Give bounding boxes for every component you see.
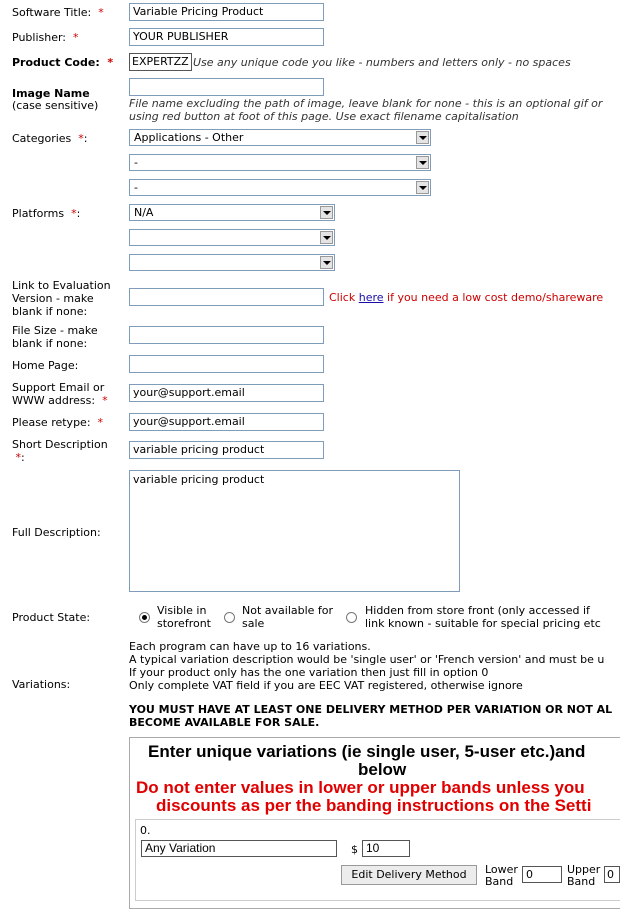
- platform-select-2[interactable]: [129, 229, 335, 246]
- support-email-label: Support Email or WWW address: *: [12, 381, 108, 407]
- file-size-label: File Size - make blank if none:: [12, 324, 98, 350]
- demo-hint: Click here if you need a low cost demo/shareware: [329, 291, 604, 304]
- home-page-label: Home Page:: [12, 359, 79, 372]
- hidden-radio[interactable]: [346, 612, 357, 623]
- variation-row-0: [135, 819, 620, 901]
- chevron-down-icon: [416, 131, 429, 144]
- lower-band-label: Lower Band: [485, 863, 518, 888]
- eval-link-input[interactable]: [129, 288, 324, 306]
- variations-panel-title-2: below: [358, 760, 407, 779]
- lower-band-input[interactable]: 0: [522, 866, 562, 883]
- variation-name-input[interactable]: Any Variation: [141, 840, 337, 857]
- software-title-label: Software Title: *: [12, 6, 104, 19]
- publisher-label: Publisher: *: [12, 31, 79, 44]
- upper-band-label: Upper Band: [567, 863, 601, 888]
- not-available-radio[interactable]: [224, 612, 235, 623]
- product-code-hint: Use any unique code you like - numbers and letters only - no spaces: [193, 56, 571, 69]
- edit-delivery-method-button[interactable]: Edit Delivery Method: [341, 865, 477, 885]
- categories-label: Categories *:: [12, 132, 88, 145]
- chevron-down-icon: [320, 231, 333, 244]
- short-description-label: Short Description *:: [12, 438, 108, 464]
- image-name-hint-2: using red button at foot of this page. Use exact filename capitalisation: [129, 110, 519, 123]
- visible-radio[interactable]: [139, 612, 150, 623]
- chevron-down-icon: [320, 256, 333, 269]
- delivery-warning: YOU MUST HAVE AT LEAST ONE DELIVERY METHOD PER VARIATION OR NOT AL BECOME AVAILABLE FOR SALE.: [129, 703, 613, 729]
- software-title-input[interactable]: Variable Pricing Product: [129, 3, 324, 21]
- band-warning-2: discounts as per the banding instructions on the Setti: [156, 796, 592, 815]
- chevron-down-icon: [416, 156, 429, 169]
- product-state-label: Product State:: [12, 611, 91, 624]
- short-description-input[interactable]: variable pricing product: [129, 441, 324, 459]
- image-name-label: Image Name: [12, 87, 90, 100]
- retype-label: Please retype: *: [12, 416, 104, 429]
- platform-select-1[interactable]: N/A: [129, 204, 335, 221]
- support-email-input[interactable]: your@support.email: [129, 384, 324, 402]
- visible-option-label: Visible in storefront: [157, 604, 211, 630]
- variations-label: Variations:: [12, 678, 71, 691]
- image-name-hint-1: File name excluding the path of image, leave blank for none - this is an optional gif or: [129, 97, 603, 110]
- product-code-label: Product Code: *: [12, 56, 114, 69]
- platforms-label: Platforms *:: [12, 207, 81, 220]
- chevron-down-icon: [416, 181, 429, 194]
- variations-info: Each program can have up to 16 variations. A typical variation description would be 'single user' or 'French version' and must be u If your product only has the one variation then just fill in option 0 Only complete VAT field if you are EEC VAT registered, otherwise ignore: [129, 640, 605, 692]
- upper-band-input[interactable]: 0: [604, 866, 620, 883]
- here-link[interactable]: here: [358, 291, 384, 304]
- eval-link-label: Link to Evaluation Version - make blank if none:: [12, 279, 111, 318]
- hidden-option-label: Hidden from store front (only accessed if link known - suitable for special pricing etc: [365, 604, 601, 630]
- category-select-2[interactable]: -: [129, 154, 431, 171]
- variations-panel-title: Enter unique variations (ie single user, 5-user etc.)and: [148, 742, 586, 761]
- publisher-input[interactable]: YOUR PUBLISHER: [129, 28, 324, 46]
- image-name-sublabel: (case sensitive): [12, 99, 99, 112]
- variation-index: 0.: [140, 824, 151, 837]
- currency-symbol: $: [351, 843, 358, 856]
- variation-price-input[interactable]: 10: [362, 840, 410, 857]
- home-page-input[interactable]: [129, 355, 324, 373]
- platform-select-3[interactable]: [129, 254, 335, 271]
- chevron-down-icon: [320, 206, 333, 219]
- retype-email-input[interactable]: your@support.email: [129, 413, 324, 431]
- not-available-option-label: Not available for sale: [242, 604, 334, 630]
- band-warning-1: Do not enter values in lower or upper bands unless you: [136, 778, 585, 797]
- full-description-label: Full Description:: [12, 526, 101, 539]
- full-description-textarea[interactable]: variable pricing product: [129, 470, 460, 592]
- image-name-input[interactable]: [129, 78, 324, 96]
- category-select-3[interactable]: -: [129, 179, 431, 196]
- category-select-1[interactable]: Applications - Other: [129, 129, 431, 146]
- file-size-input[interactable]: [129, 326, 324, 344]
- product-code-input[interactable]: EXPERTZZ: [129, 53, 192, 71]
